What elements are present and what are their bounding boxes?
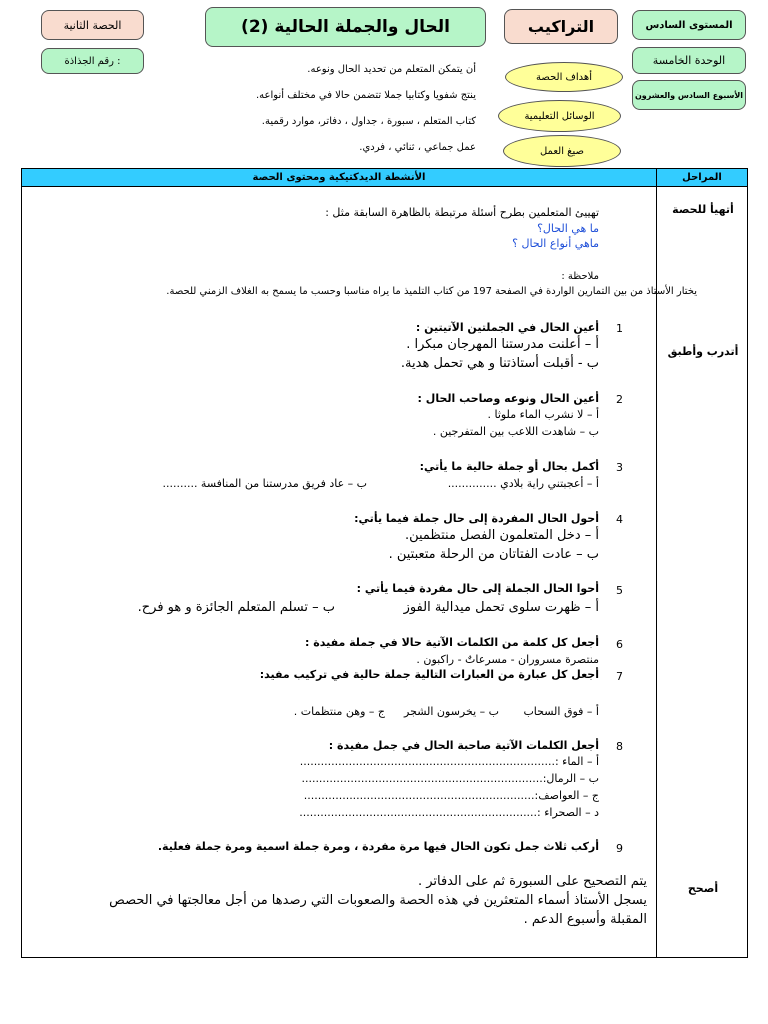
means-line: كتاب المتعلم ، سبورة ، جداول ، دفاتر، موارد رقمية. — [261, 116, 476, 127]
note-label: ملاحظة : — [561, 271, 599, 282]
exercise-2-title: أعين الحال ونوعه وصاحب الحال : — [417, 392, 599, 405]
forms-line: عمل جماعي ، ثنائي ، فردي. — [359, 142, 476, 153]
lesson-title-box: الحال والجملة الحالية (2) — [205, 7, 486, 47]
exercise-4-title: أحول الحال المفردة إلى حال جملة فيما يأتي: — [354, 512, 599, 525]
exercise-5-title: أحوا الحال الجملة إلى حال مفردة فيما يأتي : — [356, 582, 599, 595]
exercise-1-number: 1 — [616, 322, 623, 335]
exercise-7-title: أجعل كل عبارة من العبارات التالية جملة حالية في تركيب مفيد: — [259, 668, 599, 681]
warmup-intro: تهييئ المتعلمين بطرح أسئلة مرتبطة بالظاهرة السابقة مثل : — [325, 206, 599, 219]
correction-line-3: المقبلة وأسبوع الدعم . — [523, 912, 647, 927]
exercise-7-b: ب – يخرسون الشجر — [404, 705, 499, 718]
exercise-6-words: منتصرة مسروران - مسرعاتٌ - راكبون . — [416, 653, 599, 666]
exercise-9-number: 9 — [616, 842, 623, 855]
exercise-3-number: 3 — [616, 461, 623, 474]
subject-box: التراكيب — [504, 9, 618, 44]
exercise-8-c: ج – العواصف:.................................................................. — [303, 789, 599, 802]
stage-practice: أتدرب وأطبق — [667, 345, 739, 358]
exercise-7-number: 7 — [616, 670, 623, 683]
activities-header: الأنشطة الديدكتيكية ومحتوى الحصة — [22, 169, 656, 187]
stages-header: المراحل — [657, 169, 747, 187]
exercise-4-a: أ – دخل المتعلمون الفصل منتظمين. — [404, 528, 599, 543]
exercise-7-c: ج – وهن منتظمات . — [293, 705, 385, 718]
forms-oval: صيغ العمل — [503, 135, 621, 167]
exercise-5-number: 5 — [616, 584, 623, 597]
goal-line-2: ينتج شفويا وكتابيا جملا تتضمن حالا في مختلف أنواعه. — [256, 90, 476, 101]
exercise-6-title: أجعل كل كلمة من الكلمات الآتية حالا في جملة مفيدة : — [305, 636, 599, 649]
exercise-6-number: 6 — [616, 638, 623, 651]
goals-oval: أهداف الحصة — [505, 62, 623, 92]
exercise-2-a: أ – لا نشرب الماء ملوثا . — [487, 408, 599, 421]
correction-line-2: يسجل الأستاذ أسماء المتعثرين في هذه الحصة والصعوبات التي رصدها من أجل معالجتها في الحصص — [109, 893, 647, 908]
goal-line-1: أن يتمكن المتعلم من تحديد الحال ونوعه. — [307, 64, 476, 75]
exercise-2-number: 2 — [616, 393, 623, 406]
exercise-4-b: ب – عادت الفتاتان من الرحلة متعبتين . — [388, 547, 599, 562]
stage-warmup: أتهيأ للحصة — [672, 203, 734, 216]
note-text: يختار الأستاذ من بين التمارين الواردة في الصفحة 197 من كتاب التلميذ ما يراه مناسبا وحسب ما يسمح به الغلاف الزمني للحصة. — [166, 286, 697, 297]
warmup-question-1: ما هي الحال؟ — [537, 222, 599, 235]
exercise-1-title: أعين الحال في الجملتين الآتيتين : — [415, 321, 599, 334]
exercise-8-b: ب – الرمال:..................................................................... — [301, 772, 599, 785]
exercise-8-d: د – الصحراء :.................................................................... — [299, 806, 599, 819]
activities-table — [21, 168, 748, 958]
exercise-1-a: أ – أعلنت مدرستنا المهرجان مبكرا . — [406, 337, 599, 352]
exercise-2-b: ب – شاهدت اللاعب بين المتفرجين . — [432, 425, 599, 438]
exercise-5-a: أ – ظهرت سلوى تحمل ميدالية الفوز — [403, 600, 599, 615]
means-oval: الوسائل التعليمية — [498, 100, 621, 132]
exercise-8-number: 8 — [616, 740, 623, 753]
exercise-4-number: 4 — [616, 513, 623, 526]
exercise-8-a: أ – الماء :......................................................................... — [299, 755, 599, 768]
week-box: الأسبوع السادس والعشرون — [632, 80, 746, 110]
correction-line-1: يتم التصحيح على السبورة ثم على الدفاتر . — [417, 874, 647, 889]
file-number-box: رقم الجذاذة : — [41, 48, 144, 74]
exercise-8-title: أجعل الكلمات الآتية صاحبة الحال في جمل مفيدة : — [328, 739, 599, 752]
session-box: الحصة الثانية — [41, 10, 144, 40]
exercise-3-a: أ – أعجبتني راية بلادي .............. — [447, 477, 599, 490]
level-box: المستوى السادس — [632, 10, 746, 40]
exercise-7-a: أ – فوق السحاب — [523, 705, 599, 718]
exercise-5-b: ب – تسلم المتعلم الجائزة و هو فرح. — [137, 600, 335, 615]
warmup-question-2: ماهي أنواع الحال ؟ — [512, 237, 599, 250]
unit-box: الوحدة الخامسة — [632, 47, 746, 74]
exercise-1-b: ب - أقبلت أستاذتنا و هي تحمل هدية. — [400, 356, 599, 371]
stage-correct: أصحح — [687, 882, 719, 895]
exercise-9-title: أركب ثلاث جمل تكون الحال فيها مرة مفردة ، ومرة جملة اسمية ومرة جملة فعلية. — [157, 840, 599, 853]
exercise-3-title: أكمل بحال أو جملة حالية ما يأتي: — [419, 460, 599, 473]
exercise-3-b: ب – عاد فريق مدرستنا من المنافسة .......... — [162, 477, 367, 490]
